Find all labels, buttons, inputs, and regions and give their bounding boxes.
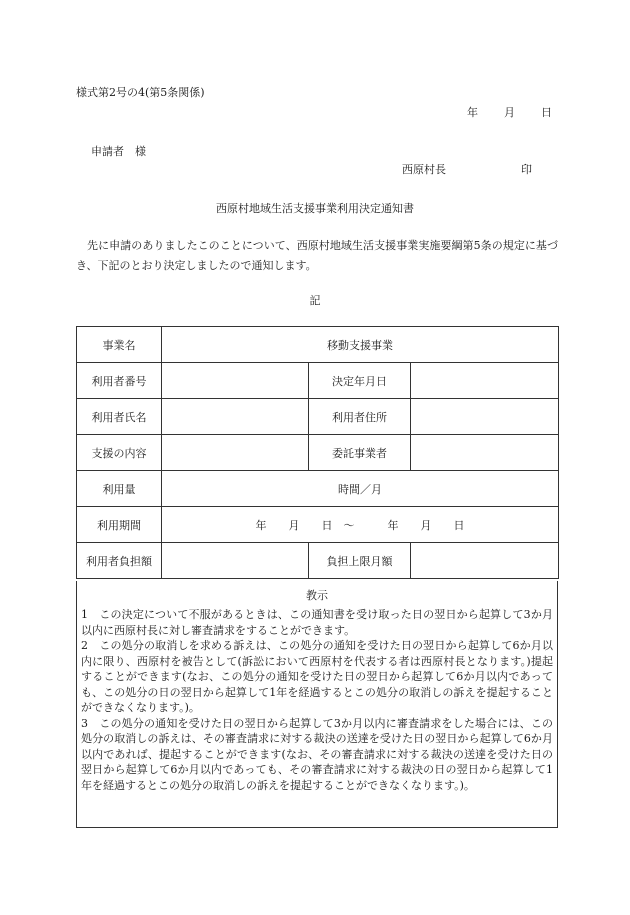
burden-limit-label: 負担上限月額 [309,543,411,579]
burden-value [162,543,309,579]
table-row [77,327,559,363]
user-number-value [162,363,309,399]
applicant-name: 申請者 様 [91,145,146,158]
period-value: 年 月 日 ～ 年 月 日 [162,507,559,543]
decision-date-value [411,363,559,399]
table-row [77,471,559,507]
date-month: 月 [504,106,515,119]
decision-date-label: 決定年月日 [309,363,411,399]
notice-box [76,581,558,828]
support-content-label: 支援の内容 [77,435,162,471]
usage-amount-label: 利用量 [77,471,162,507]
user-address-value [411,399,559,435]
user-address-label: 利用者住所 [309,399,411,435]
contractor-label: 委託事業者 [309,435,411,471]
business-name-value: 移動支援事業 [162,327,559,363]
seal-mark: 印 [521,163,532,176]
user-name-label: 利用者氏名 [77,399,162,435]
table-row [77,399,559,435]
notice-item: 3 この処分の通知を受けた日の翌日から起算して3か月以内に審査請求をした場合には、この処分の取消しの訴えは、その審査請求に対する裁決の送達を受けた日の翌日から起算して6か月以内であれば、提起することができます(なお、その審査請求に対する裁決の送達を受けた日の翌日から起算して6か月以内であっても、その審査請求に対する裁決の日の翌日から起算して1年を経過するとこの処分の取消しの訴えを提起することができなくなります。)。 [81,716,553,792]
usage-amount-value: 時間／月 [162,471,559,507]
decision-table [76,326,559,579]
table-row [77,507,559,543]
notice-item: 2 この処分の取消しを求める訴えは、この処分の通知を受けた日の翌日から起算して6か月以内に限り、西原村を被告として(訴訟において西原村を代表する者は西原村長となります。)提起することができます(なお、この処分の通知を受けた日の翌日から起算して6か月以内であっても、この処分の日の翌日から起算して1年を経過するとこの処分の取消しの訴えを提起することができなくなります。)。 [81,639,553,714]
ki-heading: 記 [309,294,321,307]
body-text: 先に申請のありましたこのことについて、西原村地域生活支援事業実施要綱第5条の規定に基づき、下記のとおり決定しましたので通知します。 [76,239,558,272]
notice-title: 教示 [306,589,328,602]
date-year: 年 [467,106,478,119]
business-name-label: 事業名 [77,327,162,363]
contractor-value [411,435,559,471]
date-day: 日 [541,106,552,119]
notice-item: 1 この決定について不服があるときは、この通知書を受け取った日の翌日から起算して3か月以内に西原村長に対し審査請求をすることができます。 [81,608,553,637]
burden-label: 利用者負担額 [77,543,162,579]
issuer-name: 西原村長 [402,163,446,176]
form-number: 様式第2号の4(第5条関係) [76,86,205,99]
table-row [77,435,559,471]
support-content-value [162,435,309,471]
burden-limit-value [411,543,559,579]
table-row [77,363,559,399]
issue-date [467,104,552,120]
period-label: 利用期間 [77,507,162,543]
user-number-label: 利用者番号 [77,363,162,399]
user-name-value [162,399,309,435]
document-title: 西原村地域生活支援事業利用決定通知書 [216,202,414,215]
table-row [77,543,559,579]
